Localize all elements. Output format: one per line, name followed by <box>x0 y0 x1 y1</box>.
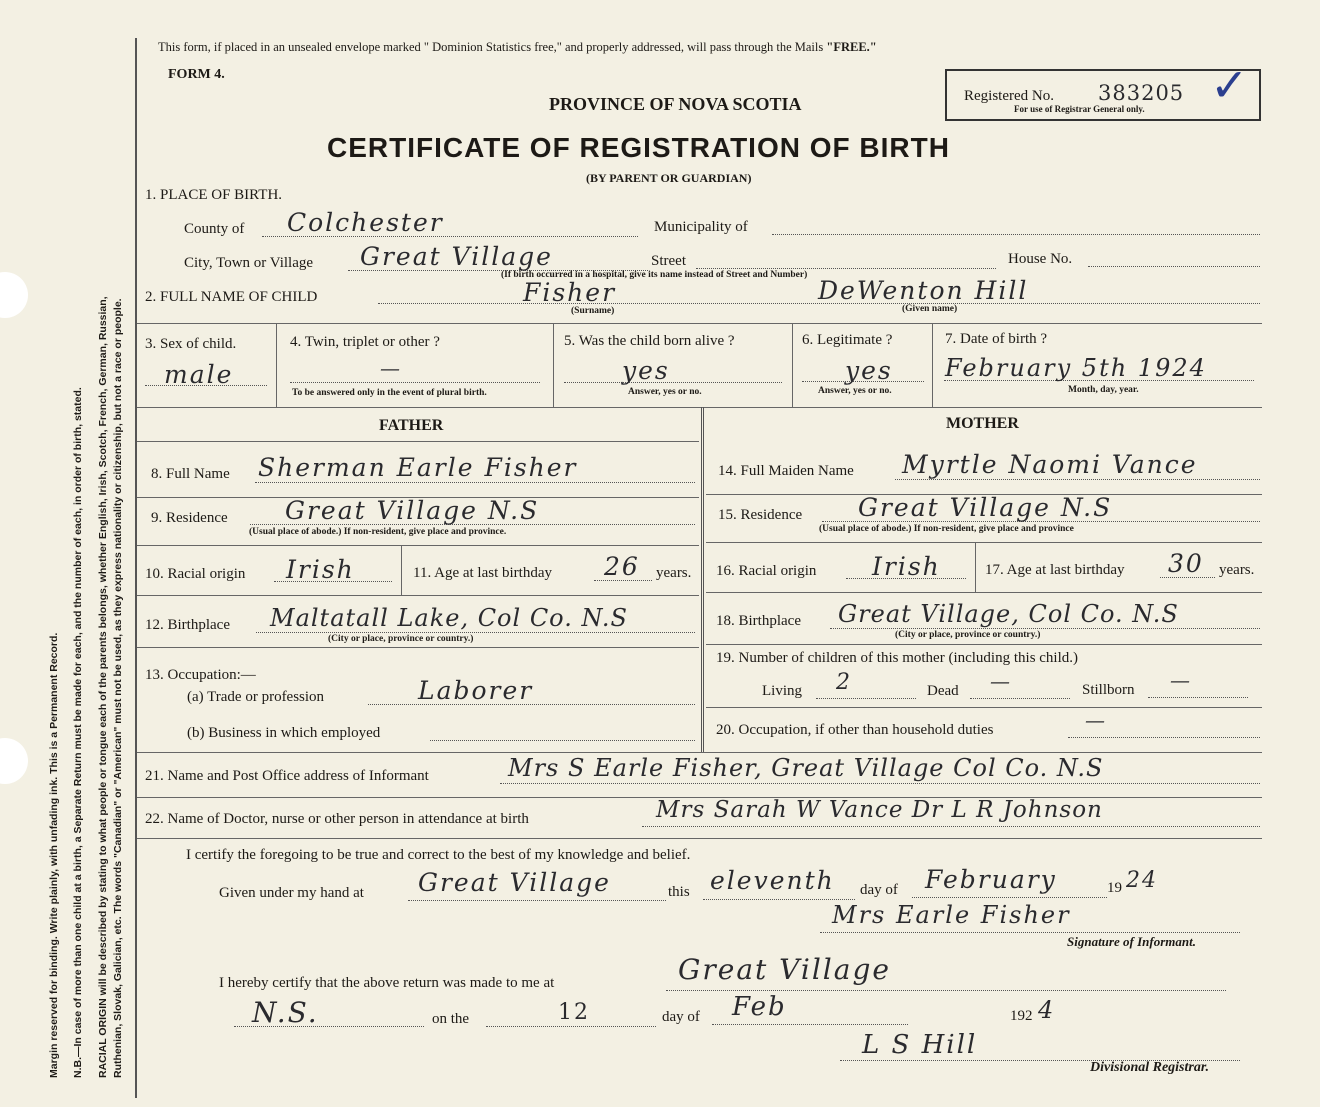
month-value: February <box>925 865 1057 894</box>
father-name-line <box>255 482 695 483</box>
father-age-label: 11. Age at last birthday <box>413 565 552 581</box>
year-prefix: 19 <box>1107 880 1122 896</box>
mother-birthplace-note: (City or place, province or country.) <box>895 630 1041 640</box>
given-place-line <box>408 900 666 901</box>
row22-bottom <box>137 838 1262 839</box>
registrar-month-value: Feb <box>732 992 787 1022</box>
place-heading: 1. PLACE OF BIRTH. <box>145 187 283 203</box>
row37-div1 <box>276 323 277 407</box>
house-line <box>1088 266 1260 267</box>
on-label: on the <box>432 1011 470 1027</box>
dob-note: Month, day, year. <box>1068 385 1139 395</box>
legit-value: yes <box>845 356 893 385</box>
registrar-signature-label: Divisional Registrar. <box>1090 1060 1210 1075</box>
registrar-year-prefix: 192 <box>1010 1008 1033 1024</box>
parents-divider <box>701 407 704 752</box>
row21-top <box>137 752 1262 753</box>
registrar-day-line <box>486 1026 656 1027</box>
doctor-label: 22. Name of Doctor, nurse or other person in attendance at birth <box>145 811 529 827</box>
alive-value: yes <box>622 356 670 385</box>
mother-age-value: 30 <box>1168 549 1204 578</box>
sidebar-line-3: RACIAL ORIGIN will be described by stating to what people or tongue each of the parents belongs, whether English, Irish, Scotch, French, German, Russian, <box>97 296 109 1078</box>
doctor-value: Mrs Sarah W Vance Dr L R Johnson <box>656 797 1103 823</box>
mother-row5-line <box>706 707 1262 708</box>
father-racial-label: 10. Racial origin <box>145 566 246 582</box>
father-row3-line <box>137 595 699 596</box>
father-residence-label: 9. Residence <box>151 510 228 526</box>
father-name-label: 8. Full Name <box>151 466 230 482</box>
mother-birthplace-value: Great Village, Col Co. N.S <box>838 600 1179 628</box>
dob-value: February 5th 1924 <box>945 354 1207 382</box>
row37-div4 <box>932 323 933 407</box>
street-label: Street <box>651 253 686 269</box>
father-age-unit: years. <box>656 565 692 581</box>
mother-name-value: Myrtle Naomi Vance <box>902 450 1198 479</box>
signature-label: Signature of Informant. <box>1067 934 1196 949</box>
registrar-place-value2: N.S. <box>252 996 319 1029</box>
legit-label: 6. Legitimate ? <box>802 332 893 348</box>
father-birthplace-note: (City or place, province or country.) <box>328 634 474 644</box>
mother-occupation-value: — <box>1085 708 1107 732</box>
dead-value: — <box>990 669 1012 693</box>
mail-notice: This form, if placed in an unsealed envelope marked " Dominion Statistics free," and properly addressed, will pass through the Mails "FREE." <box>158 40 877 54</box>
mother-occupation-line <box>1068 737 1260 738</box>
twin-line <box>290 382 540 383</box>
father-row4-line <box>137 647 699 648</box>
child-given-value: DeWenton Hill <box>818 276 1029 305</box>
stillborn-line <box>1148 697 1248 698</box>
informant-value: Mrs S Earle Fisher, Great Village Col Co. N.S <box>508 754 1104 782</box>
stillborn-label: Stillborn <box>1082 682 1135 698</box>
father-age-divider <box>401 545 402 595</box>
county-label: County of <box>184 221 245 237</box>
given-label: Given under my hand at <box>219 885 364 901</box>
twin-note: To be answered only in the event of plural birth. <box>292 388 487 398</box>
county-value: Colchester <box>287 208 444 237</box>
certificate-subtitle: (BY PARENT OR GUARDIAN) <box>586 171 752 185</box>
dob-label: 7. Date of birth ? <box>945 331 1048 347</box>
father-residence-value: Great Village N.S <box>285 496 540 525</box>
mother-age-label: 17. Age at last birthday <box>985 562 1125 578</box>
punch-hole-top <box>0 272 28 318</box>
twin-label: 4. Twin, triplet or other ? <box>290 334 440 350</box>
mother-birthplace-line <box>830 628 1260 629</box>
alive-line <box>564 382 782 383</box>
registrar-signature: L S Hill <box>862 1030 978 1060</box>
father-racial-value: Irish <box>286 555 355 584</box>
given-place-value: Great Village <box>418 868 611 897</box>
row37-div3 <box>792 323 793 407</box>
sidebar-line-2: N.B.—In case of more than one child at a birth, a Separate Return must be made for each, and the number of each, in order of birth, stated. <box>72 387 84 1078</box>
mother-heading: MOTHER <box>946 415 1019 432</box>
punch-hole-bottom <box>0 738 28 784</box>
living-value: 2 <box>836 670 852 695</box>
sidebar-line-1: Margin reserved for binding. Write plainly, with unfading ink. This is a Permanent Record. <box>48 632 60 1078</box>
business-line <box>430 740 695 741</box>
mother-occupation-label: 20. Occupation, if other than household duties <box>716 722 994 738</box>
form-number: FORM 4. <box>168 67 225 82</box>
informant-signature: Mrs Earle Fisher <box>832 901 1071 929</box>
children-label: 19. Number of children of this mother (including this child.) <box>716 650 1079 666</box>
city-value: Great Village <box>360 242 553 271</box>
mother-racial-value: Irish <box>872 552 941 581</box>
father-birthplace-line <box>256 632 695 633</box>
twin-value: — <box>380 356 402 380</box>
father-birthplace-label: 12. Birthplace <box>145 617 230 633</box>
mother-age-unit: years. <box>1219 562 1255 578</box>
registrar-statement: I hereby certify that the above return was made to me at <box>219 975 555 991</box>
registrar-dayof-label: day of <box>662 1009 700 1025</box>
frame-left <box>135 38 137 1098</box>
registrar-place-line <box>666 990 1226 991</box>
living-label: Living <box>762 683 802 699</box>
mother-row2-line <box>706 542 1262 543</box>
municipality-line <box>772 234 1260 235</box>
stillborn-value: — <box>1170 668 1192 692</box>
mother-residence-value: Great Village N.S <box>858 493 1113 522</box>
legit-note: Answer, yes or no. <box>818 386 892 396</box>
registrar-day-value: 12 <box>558 1000 590 1025</box>
business-label: (b) Business in which employed <box>187 725 381 741</box>
row37-bottom <box>137 407 1262 408</box>
registrar-note: For use of Registrar General only. <box>1014 104 1145 114</box>
living-line <box>816 698 916 699</box>
father-birthplace-value: Maltatall Lake, Col Co. N.S <box>270 604 628 632</box>
mother-row4-line <box>706 644 1262 645</box>
trade-value: Laborer <box>418 676 534 705</box>
father-name-value: Sherman Earle Fisher <box>258 453 578 482</box>
father-head-line <box>137 441 699 442</box>
dead-label: Dead <box>927 683 959 699</box>
father-row2-line <box>137 545 699 546</box>
year-value: 24 <box>1126 868 1158 893</box>
father-occupation-label: 13. Occupation:— <box>145 667 256 683</box>
registrar-year-value: 4 <box>1038 996 1056 1024</box>
father-residence-note: (Usual place of abode.) If non-resident, give place and province. <box>249 527 507 537</box>
registered-label: Registered No. <box>964 88 1054 104</box>
certificate-title: CERTIFICATE OF REGISTRATION OF BIRTH <box>327 132 950 163</box>
registered-number: 383205 <box>1098 81 1185 105</box>
registrar-month-line <box>712 1024 908 1025</box>
mother-name-line <box>895 479 1260 480</box>
day-label: day of <box>860 882 898 898</box>
this-label: this <box>668 884 690 900</box>
mother-row3-line <box>706 592 1262 593</box>
doctor-line <box>642 826 1260 827</box>
mother-age-divider <box>975 542 976 592</box>
check-mark: ✓ <box>1210 58 1251 112</box>
mother-name-label: 14. Full Maiden Name <box>718 463 854 479</box>
sidebar-line-4: Ruthenian, Slovak, Galician, etc. The words "Canadian" or "American" must not be used, as they express nationality or citizenship, but not a race or people. <box>112 298 124 1078</box>
street-line <box>696 268 996 269</box>
alive-label: 5. Was the child born alive ? <box>564 333 735 349</box>
row37-top <box>137 323 1262 324</box>
mother-racial-label: 16. Racial origin <box>716 563 817 579</box>
day-value: eleventh <box>710 866 835 895</box>
child-surname-value: Fisher <box>523 278 617 307</box>
municipality-label: Municipality of <box>654 219 748 235</box>
surname-note: (Surname) <box>571 306 615 316</box>
sex-label: 3. Sex of child. <box>145 336 237 352</box>
dead-line <box>970 698 1070 699</box>
house-label: House No. <box>1008 251 1073 267</box>
hospital-note: (If birth occurred in a hospital, give its name instead of Street and Number) <box>501 270 808 280</box>
mother-birthplace-label: 18. Birthplace <box>716 613 801 629</box>
mother-residence-label: 15. Residence <box>718 507 803 523</box>
sex-value: male <box>164 360 234 389</box>
province-heading: PROVINCE OF NOVA SCOTIA <box>549 94 802 114</box>
child-name-label: 2. FULL NAME OF CHILD <box>145 289 318 305</box>
city-label: City, Town or Village <box>184 255 314 271</box>
alive-note: Answer, yes or no. <box>628 387 702 397</box>
row37-div2 <box>553 323 554 407</box>
month-line <box>912 897 1107 898</box>
father-heading: FATHER <box>379 417 444 434</box>
certify-statement: I certify the foregoing to be true and correct to the best of my knowledge and belief. <box>186 847 691 863</box>
mother-residence-note: (Usual place of abode.) If non-resident, give place and province <box>819 524 1074 534</box>
day-line <box>703 899 855 900</box>
trade-label: (a) Trade or profession <box>187 689 325 705</box>
signature-line <box>820 932 1240 933</box>
given-note: (Given name) <box>902 304 958 314</box>
informant-line <box>500 783 1260 784</box>
registrar-place-value: Great Village <box>678 953 891 986</box>
father-age-value: 26 <box>604 552 640 581</box>
informant-label: 21. Name and Post Office address of Informant <box>145 768 429 784</box>
